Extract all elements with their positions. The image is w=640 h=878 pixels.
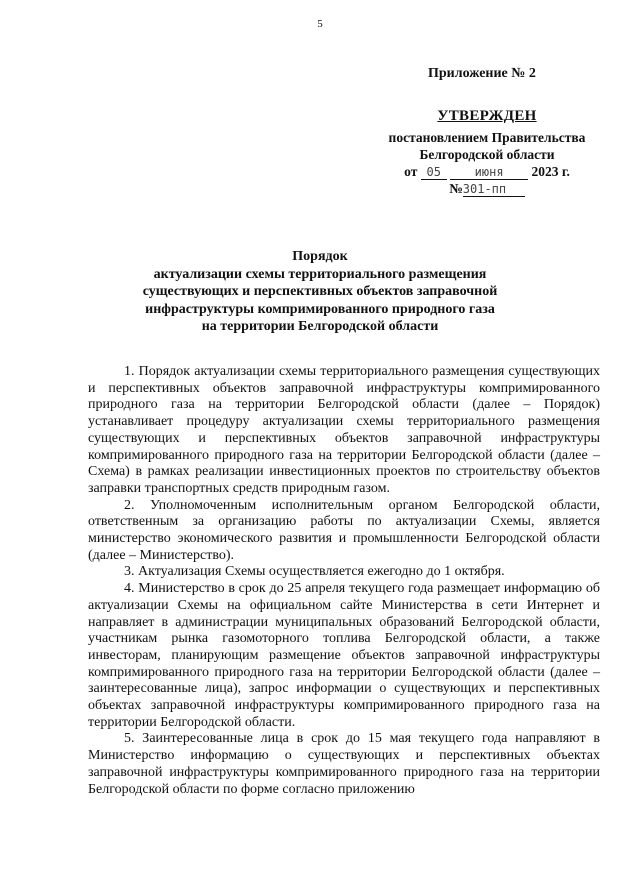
approval-block	[372, 108, 602, 197]
paragraph-3: 3. Актуализация Схемы осуществляется ежегодно до 1 октября.	[124, 564, 505, 580]
paragraph-2: 2. Уполномоченным исполнительным органом Белгородской области, ответственным за организацию работы по актуализации Схемы, является министерство экономического развития и промышленности Белгородской области (далее – Министерство).	[88, 497, 600, 563]
approved-heading: УТВЕРЖДЕН	[437, 108, 537, 124]
title-line-4: инфраструктуры компримированного природного газа	[145, 301, 495, 317]
paragraph-1: 1. Порядок актуализации схемы территориального размещения существующих и перспективных объектов заправочной инфраструктуры компримированного природного газа на территории Белгородской области (далее – Порядок) устанавливает процедуру актуализации схемы территориального размещения существующих и перспективных объектов заправочной инфраструктуры компримированного природного газа на территории Белгородской области (далее – Схема) в рамках реализации инвестиционных проектов по строительству объектов заправки транспортных средств природным газом.	[88, 364, 600, 496]
date-day: 05	[421, 165, 447, 180]
approval-number	[372, 180, 602, 197]
approval-line-2: Белгородской области	[419, 147, 555, 162]
date-year: 2023 г.	[531, 164, 570, 179]
page-number: 5	[317, 18, 323, 30]
number-value: 301-пп	[463, 182, 525, 197]
body-text	[88, 364, 600, 798]
approval-line-1: постановлением Правительства	[388, 130, 586, 145]
title-line-3: существующих и перспективных объектов заправочной	[142, 284, 498, 299]
appendix-label: Приложение № 2	[428, 66, 536, 81]
title-line-5: на территории Белгородской области	[201, 319, 439, 334]
title-line-1: Порядок	[292, 249, 348, 264]
date-prefix: от	[404, 164, 418, 179]
approval-date	[372, 163, 602, 180]
title-line-2: актуализации схемы территориального размещения	[153, 266, 487, 282]
paragraph-4: 4. Министерство в срок до 25 апреля текущего года размещает информацию об актуализации Схемы на официальном сайте Министерства в сети Интернет и направляет в администрации муниципальных образований Белгородской области, участникам рынка газомоторного топлива Белгородской области, а также инвесторам, планирующим размещение объектов заправочной инфраструктуры компримированного природного газа на территории Белгородской области (далее – заинтересованные лица), запрос информации о существующих и перспективных объектах заправочной инфраструктуры компримированного природного газа на территории Белгородской области.	[88, 581, 600, 730]
date-month: июня	[450, 165, 528, 180]
paragraph-5: 5. Заинтересованные лица в срок до 15 мая текущего года направляют в Министерство информацию о существующих и перспективных объектах заправочной инфраструктуры компримированного природного газа на территории Белгородской области по форме согласно приложению	[88, 731, 600, 797]
number-prefix: №	[449, 181, 463, 196]
document-title	[0, 248, 640, 336]
